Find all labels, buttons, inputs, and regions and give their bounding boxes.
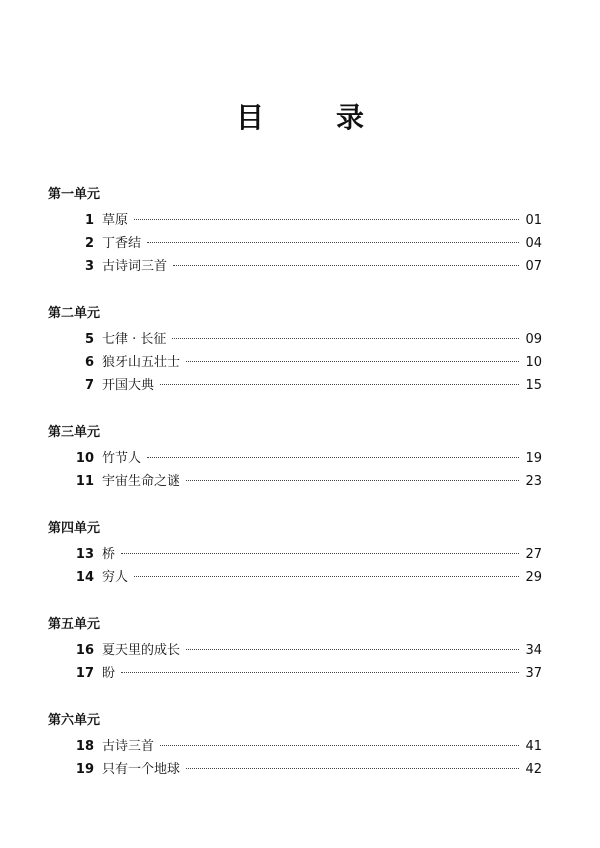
toc-entry[interactable]: [48, 447, 542, 470]
lesson-number: 10: [75, 451, 94, 466]
lesson-title: 古诗三首: [102, 739, 155, 754]
page-number: 07: [525, 259, 542, 274]
dot-leader: [147, 457, 519, 458]
toc-entry[interactable]: [48, 758, 542, 781]
dot-leader: [121, 553, 519, 554]
dot-leader: [160, 745, 519, 746]
lesson-number: 14: [75, 570, 94, 585]
page-number: 27: [525, 547, 542, 562]
unit-title: 第二单元: [48, 306, 101, 321]
lesson-title: 竹节人: [102, 451, 142, 466]
lesson-number: 11: [75, 474, 94, 489]
toc-entry[interactable]: [48, 735, 542, 758]
unit-section: [48, 305, 542, 397]
toc-entry[interactable]: [48, 543, 542, 566]
lesson-title: 盼: [102, 666, 116, 681]
lesson-title: 穷人: [102, 570, 129, 585]
toc-entry[interactable]: [48, 470, 542, 493]
dot-leader: [121, 672, 519, 673]
unit-title: 第四单元: [48, 521, 101, 536]
unit-section: [48, 424, 542, 493]
lesson-number: 5: [84, 332, 94, 347]
page-number: 34: [525, 643, 542, 658]
toc-entry[interactable]: [48, 255, 542, 278]
page-number: 41: [525, 739, 542, 754]
page-number: 29: [525, 570, 542, 585]
page-number: 01: [525, 213, 542, 228]
lesson-number: 18: [75, 739, 94, 754]
page-number: 23: [525, 474, 542, 489]
dot-leader: [172, 338, 519, 339]
page-number: 42: [525, 762, 542, 777]
dot-leader: [173, 265, 519, 266]
table-of-contents: [48, 186, 542, 808]
toc-entry[interactable]: [48, 374, 542, 397]
lesson-number: 7: [84, 378, 94, 393]
unit-title: 第五单元: [48, 617, 101, 632]
toc-entry[interactable]: [48, 639, 542, 662]
dot-leader: [147, 242, 519, 243]
lesson-number: 16: [75, 643, 94, 658]
unit-title: 第六单元: [48, 713, 101, 728]
toc-entry[interactable]: [48, 328, 542, 351]
dot-leader: [186, 768, 519, 769]
dot-leader: [160, 384, 519, 385]
unit-section: [48, 520, 542, 589]
lesson-number: 1: [84, 213, 94, 228]
page-number: 09: [525, 332, 542, 347]
lesson-title: 草原: [102, 213, 129, 228]
lesson-title: 七律 · 长征: [102, 332, 167, 347]
toc-entry[interactable]: [48, 209, 542, 232]
unit-section: [48, 712, 542, 781]
lesson-title: 开国大典: [102, 378, 155, 393]
page-number: 10: [525, 355, 542, 370]
lesson-number: 13: [75, 547, 94, 562]
lesson-title: 古诗词三首: [102, 259, 168, 274]
unit-title: 第三单元: [48, 425, 101, 440]
lesson-title: 狼牙山五壮士: [102, 355, 181, 370]
page-number: 15: [525, 378, 542, 393]
lesson-title: 只有一个地球: [102, 762, 181, 777]
toc-entry[interactable]: [48, 662, 542, 685]
unit-title: 第一单元: [48, 187, 101, 202]
lesson-number: 6: [84, 355, 94, 370]
page-title: 目 录: [235, 101, 386, 134]
dot-leader: [186, 361, 519, 362]
lesson-title: 丁香结: [102, 236, 142, 251]
page-number: 19: [525, 451, 542, 466]
lesson-number: 19: [75, 762, 94, 777]
toc-entry[interactable]: [48, 566, 542, 589]
lesson-title: 宇宙生命之谜: [102, 474, 181, 489]
unit-section: [48, 186, 542, 278]
dot-leader: [186, 649, 519, 650]
page-number: 37: [525, 666, 542, 681]
lesson-number: 3: [84, 259, 94, 274]
lesson-number: 2: [84, 236, 94, 251]
lesson-title: 桥: [102, 547, 116, 562]
dot-leader: [186, 480, 519, 481]
lesson-title: 夏天里的成长: [102, 643, 181, 658]
dot-leader: [134, 576, 519, 577]
toc-entry[interactable]: [48, 232, 542, 255]
unit-section: [48, 616, 542, 685]
dot-leader: [134, 219, 519, 220]
toc-entry[interactable]: [48, 351, 542, 374]
lesson-number: 17: [75, 666, 94, 681]
page-number: 04: [525, 236, 542, 251]
